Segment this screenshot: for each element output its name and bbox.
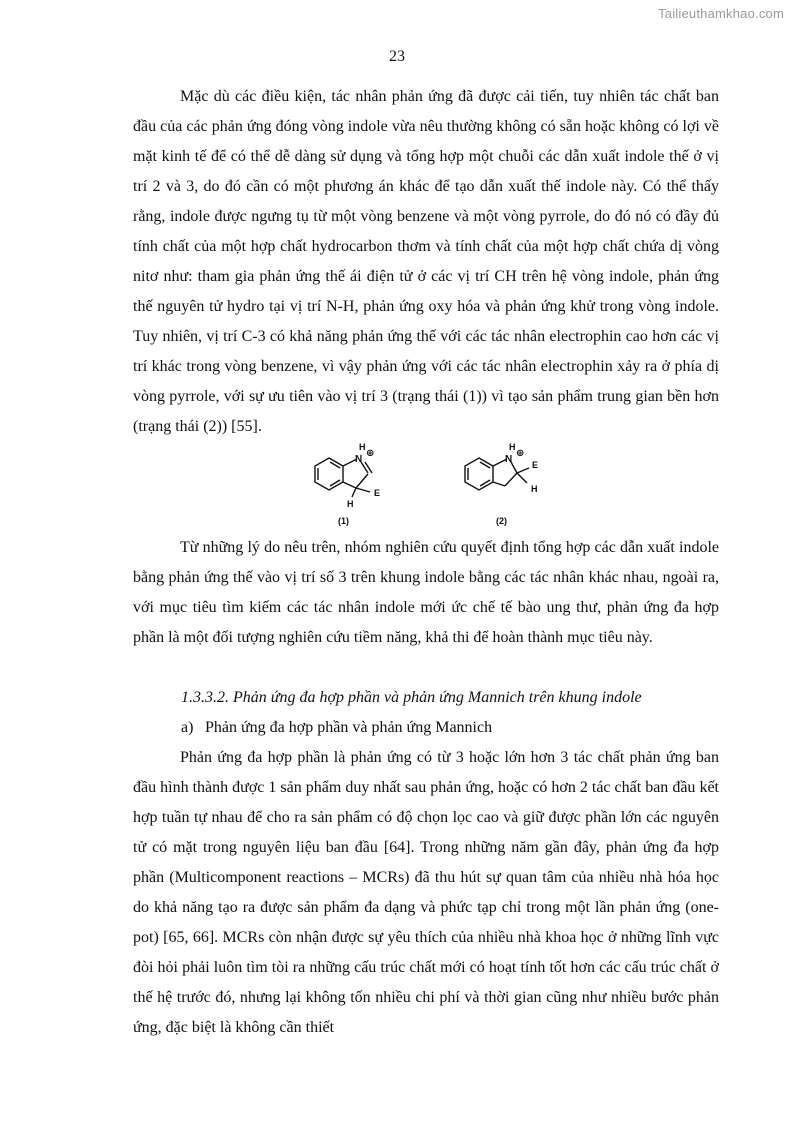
structure-1-double-bond [365, 462, 372, 473]
paragraph-2 [133, 533, 719, 653]
watermark: Tailieuthamkhao.com [658, 6, 784, 21]
paragraph-1-text: Mặc dù các điều kiện, tác nhân phản ứng đã được cải tiến, tuy nhiên tác chất ban đầu của các phản ứng đóng vòng indole vừa nêu thường không có sẵn hoặc không có lợi về mặt kinh tế để có thể dễ dàng sử dụng và tổng hợp một chuỗi các dẫn xuất indole thế ở vị trí 2 và 3, do đó cần có một phương án khác để tạo dẫn xuất thế indole này. Có thể thấy rằng, indole được ngưng tụ từ một vòng benzene và một vòng pyrrole, do đó nó có đầy đủ tính chất của một hợp chất hydrocarbon thơm và tính chất của một hợp chất chứa dị vòng nitơ như: tham gia phản ứng thế ái điện tử ở các vị trí CH trên hệ vòng indole, phản ứng thế nguyên tử hydro tại vị trí N-H, phản ứng oxy hóa và phản ứng khử trong vòng indole. Tuy nhiên, vị trí C-3 có khả năng phản ứng thế với các tác nhân electrophin cao hơn các vị trí khác trong vòng benzene, vì vậy phản ứng với các tác nhân electrophin xảy ra ở phía dị vòng pyrrole, với sự ưu tiên vào vị trí 3 (trạng thái (1)) vì tạo sản phẩm trung gian bền hơn (trạng thái (2)) [55]. [133, 88, 719, 435]
structure-2-label: (2) [496, 516, 507, 526]
structure-1-e: E [374, 488, 381, 498]
structure-1-h-bottom: H [347, 499, 354, 509]
structure-2-e: E [532, 460, 539, 470]
subsection-heading [181, 713, 492, 743]
paragraph-3 [133, 743, 719, 1043]
paragraph-1 [133, 82, 719, 442]
structure-2-plus: ⊕ [516, 448, 525, 459]
structure-2 [465, 458, 529, 490]
paragraph-3-text: Phản ứng đa hợp phần là phản ứng có từ 3 hoặc lớn hơn 3 tác chất phản ứng ban đầu hình thành được 1 sản phẩm duy nhất sau phản ứng, hoặc có hơn 2 tác chất ban đầu kết hợp tuần tự nhau để cho ra sản phẩm có độ chọn lọc cao và giữ được phần lớn các nguyên tử có mặt trong nguyên liệu ban đầu [64]. Trong những năm gần đây, phản ứng đa hợp phần (Multicomponent reactions – MCRs) đã thu hút sự quan tâm của nhiều nhà hóa học do khả năng tạo ra được sản phẩm đa dạng và phức tạp chỉ trong một lần phản ứng (one-pot) [65, 66]. MCRs còn nhận được sự yêu thích của nhiều nhà khoa học ở những lĩnh vực đòi hỏi phải luôn tìm tòi ra những cấu trúc chất mới có hoạt tính tốt hơn các cấu trúc chất ở thế hệ trước đó, nhưng lại không tốn nhiều chi phí và thời gian cũng như nhiều bước phản ứng, đặc biệt là không cần thiết [133, 749, 719, 1036]
structure-1-bond-e [356, 488, 370, 492]
structure-1-bond [356, 474, 368, 488]
structure-2-bond [493, 482, 505, 486]
subsection-marker: a) [181, 719, 194, 736]
structure-1-plus: ⊕ [366, 448, 375, 459]
structure-2-h-right: H [531, 484, 538, 494]
paragraph-2-text: Từ những lý do nêu trên, nhóm nghiên cứu quyết định tổng hợp các dẫn xuất indole bằng phản ứng thế vào vị trí số 3 trên khung indole bằng các tác nhân khác nhau, ngoài ra, với mục tiêu tìm kiếm các tác nhân indole mới ức chế tế bào ung thư, phản ứng đa hợp phần là một đối tượng nghiên cứu tiềm năng, khả thi để hoàn thành mục tiêu này. [133, 539, 719, 646]
structure-2-h-top: H [509, 442, 516, 452]
structure-2-benzene-ring [465, 458, 493, 490]
structure-1-n: N [355, 454, 363, 465]
structure-2-bond [505, 473, 517, 486]
structure-2-bond-e [517, 468, 529, 473]
structure-1 [315, 458, 372, 497]
structure-1-h-top: H [359, 442, 366, 452]
structure-2-bond-h [517, 473, 527, 483]
structure-2-n: N [505, 454, 513, 465]
structure-1-bond-h [352, 488, 356, 497]
page-number: 23 [389, 48, 405, 65]
section-heading: 1.3.3.2. Phản ứng đa hợp phần và phản ứng Mannich trên khung indole [181, 689, 642, 706]
structure-1-bond [343, 482, 356, 488]
structure-1-benzene-ring [315, 458, 343, 490]
structure-1-label: (1) [338, 516, 349, 526]
indole-intermediates-figure [297, 440, 557, 530]
subsection-title: Phản ứng đa hợp phần và phản ứng Mannich [205, 719, 493, 736]
